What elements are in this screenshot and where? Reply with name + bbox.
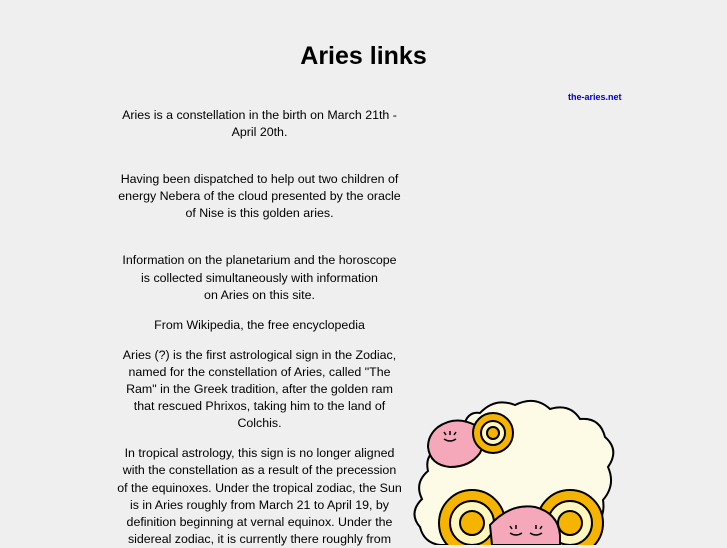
site-link[interactable]: the-aries.net	[568, 92, 622, 102]
myth-paragraph	[109, 171, 410, 222]
text-line: Colchis.	[237, 416, 282, 431]
text-line: with the constellation as a result of the precession	[122, 463, 397, 478]
text-line: is in Aries roughly from March 21 to April 19, by	[130, 497, 389, 512]
text-line: that rescued Phrixos, taking him to the land of	[133, 399, 386, 414]
text-line: Information on the planetarium and the horoscope	[122, 253, 397, 268]
info-paragraph	[109, 252, 410, 303]
article-content	[109, 107, 410, 548]
text-line: of Nise is this golden aries.	[185, 206, 334, 221]
page-title: Aries links	[300, 42, 427, 70]
text-line: of the equinoxes. Under the tropical zodiac, the Sun	[117, 480, 402, 495]
text-line: definition beginning at vernal equinox. Under the	[126, 514, 393, 529]
zodiac-paragraph	[109, 347, 410, 432]
text-line: energy Nebera of the cloud presented by the oracle	[118, 189, 401, 204]
text-line: Aries (?) is the first astrological sign in the Zodiac,	[122, 347, 397, 362]
text-line: on Aries on this site.	[204, 287, 315, 302]
aries-ram-icon	[410, 395, 620, 545]
text-line: From Wikipedia, the free encyclopedia	[154, 317, 365, 332]
intro-paragraph	[109, 107, 410, 141]
text-line: sidereal zodiac, it is currently there roughly from	[127, 531, 392, 546]
astrology-paragraph	[109, 445, 410, 548]
text-line: Aries is a constellation in the birth on March 21th -	[122, 108, 397, 122]
text-line: named for the constellation of Aries, called "The	[128, 364, 391, 379]
text-line: is collected simultaneously with information	[141, 270, 378, 285]
text-line: In tropical astrology, this sign is no longer aligned	[124, 446, 395, 461]
text-line: April 20th.	[231, 125, 288, 140]
text-line: Having been dispatched to help out two children of	[120, 172, 399, 187]
source-paragraph	[109, 317, 410, 334]
text-line: Ram" in the Greek tradition, after the golden ram	[126, 382, 393, 397]
